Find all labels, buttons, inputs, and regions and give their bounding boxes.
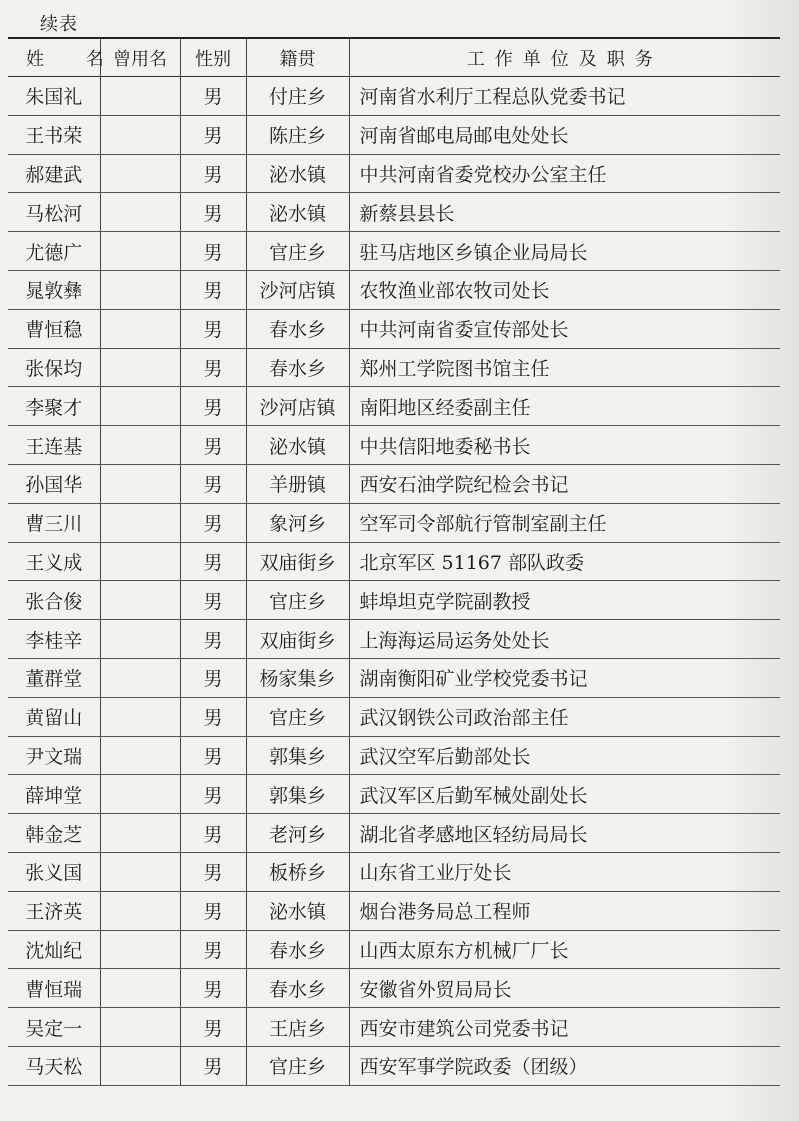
cell-gender: 男 [180, 115, 246, 154]
cell-native-place: 官庄乡 [246, 1046, 349, 1085]
cell-native-place: 沙河店镇 [246, 387, 349, 426]
cell-name: 张合俊 [8, 581, 100, 620]
table-row [8, 348, 780, 387]
cell-former-name [100, 270, 180, 309]
table-row [8, 775, 780, 814]
cell-work: 上海海运局运务处处长 [349, 620, 780, 659]
cell-name: 王书荣 [8, 115, 100, 154]
cell-work: 驻马店地区乡镇企业局局长 [349, 232, 780, 271]
cell-gender: 男 [180, 542, 246, 581]
cell-name: 李桂辛 [8, 620, 100, 659]
table-row [8, 620, 780, 659]
cell-gender: 男 [180, 270, 246, 309]
cell-native-place: 春水乡 [246, 348, 349, 387]
cell-work: 河南省邮电局邮电处处长 [349, 115, 780, 154]
cell-native-place: 泌水镇 [246, 891, 349, 930]
cell-work: 西安石油学院纪检会书记 [349, 464, 780, 503]
table-row [8, 115, 780, 154]
table-row [8, 503, 780, 542]
cell-native-place: 春水乡 [246, 309, 349, 348]
cell-gender: 男 [180, 348, 246, 387]
cell-work: 中共信阳地委秘书长 [349, 426, 780, 465]
table-body [8, 77, 780, 1086]
cell-work: 中共河南省委宣传部处长 [349, 309, 780, 348]
cell-gender: 男 [180, 697, 246, 736]
cell-gender: 男 [180, 658, 246, 697]
cell-work: 安徽省外贸局局长 [349, 969, 780, 1008]
table-row [8, 464, 780, 503]
cell-work: 湖南衡阳矿业学校党委书记 [349, 658, 780, 697]
cell-name: 尤德广 [8, 232, 100, 271]
cell-former-name [100, 775, 180, 814]
cell-name: 曹三川 [8, 503, 100, 542]
table-row [8, 658, 780, 697]
cell-work: 山东省工业厅处长 [349, 852, 780, 891]
table-row [8, 387, 780, 426]
cell-native-place: 陈庄乡 [246, 115, 349, 154]
cell-work: 空军司令部航行管制室副主任 [349, 503, 780, 542]
cell-former-name [100, 464, 180, 503]
cell-name: 郝建武 [8, 154, 100, 193]
cell-gender: 男 [180, 852, 246, 891]
cell-former-name [100, 658, 180, 697]
table-row [8, 814, 780, 853]
cell-native-place: 官庄乡 [246, 232, 349, 271]
cell-name: 尹文瑞 [8, 736, 100, 775]
cell-work: 西安市建筑公司党委书记 [349, 1008, 780, 1047]
cell-native-place: 春水乡 [246, 969, 349, 1008]
cell-name: 张保均 [8, 348, 100, 387]
cell-work: 新蔡县县长 [349, 193, 780, 232]
cell-name: 王连基 [8, 426, 100, 465]
cell-gender: 男 [180, 387, 246, 426]
cell-name: 王义成 [8, 542, 100, 581]
cell-native-place: 官庄乡 [246, 581, 349, 620]
cell-former-name [100, 77, 180, 116]
cell-former-name [100, 387, 180, 426]
cell-work: 武汉空军后勤部处长 [349, 736, 780, 775]
cell-native-place: 双庙街乡 [246, 542, 349, 581]
cell-work: 中共河南省委党校办公室主任 [349, 154, 780, 193]
table-row [8, 77, 780, 116]
table-row [8, 270, 780, 309]
cell-name: 沈灿纪 [8, 930, 100, 969]
roster-table [8, 37, 780, 1086]
cell-work: 南阳地区经委副主任 [349, 387, 780, 426]
cell-native-place: 泌水镇 [246, 154, 349, 193]
cell-native-place: 沙河店镇 [246, 270, 349, 309]
cell-former-name [100, 348, 180, 387]
cell-name: 孙国华 [8, 464, 100, 503]
table-row [8, 1046, 780, 1085]
cell-work: 山西太原东方机械厂厂长 [349, 930, 780, 969]
cell-former-name [100, 1046, 180, 1085]
table-row [8, 232, 780, 271]
cell-gender: 男 [180, 426, 246, 465]
cell-gender: 男 [180, 1046, 246, 1085]
table-row [8, 193, 780, 232]
cell-name: 曹恒瑞 [8, 969, 100, 1008]
cell-gender: 男 [180, 930, 246, 969]
cell-work: 北京军区 51167 部队政委 [349, 542, 780, 581]
cell-native-place: 官庄乡 [246, 697, 349, 736]
table-row [8, 309, 780, 348]
cell-native-place: 付庄乡 [246, 77, 349, 116]
cell-work: 武汉钢铁公司政治部主任 [349, 697, 780, 736]
cell-name: 朱国礼 [8, 77, 100, 116]
cell-work: 蚌埠坦克学院副教授 [349, 581, 780, 620]
cell-name: 吴定一 [8, 1008, 100, 1047]
cell-native-place: 杨家集乡 [246, 658, 349, 697]
cell-former-name [100, 542, 180, 581]
cell-gender: 男 [180, 736, 246, 775]
cell-name: 晁敦彝 [8, 270, 100, 309]
cell-native-place: 王店乡 [246, 1008, 349, 1047]
cell-work: 河南省水利厅工程总队党委书记 [349, 77, 780, 116]
cell-former-name [100, 620, 180, 659]
cell-former-name [100, 232, 180, 271]
cell-gender: 男 [180, 154, 246, 193]
cell-native-place: 双庙街乡 [246, 620, 349, 659]
cell-former-name [100, 930, 180, 969]
header-native-place: 籍贯 [246, 38, 349, 77]
cell-name: 黄留山 [8, 697, 100, 736]
continuation-label: 续表 [40, 14, 78, 35]
table-row [8, 426, 780, 465]
cell-former-name [100, 154, 180, 193]
cell-name: 韩金芝 [8, 814, 100, 853]
cell-name: 董群堂 [8, 658, 100, 697]
cell-native-place: 泌水镇 [246, 426, 349, 465]
cell-name: 曹恒稳 [8, 309, 100, 348]
cell-gender: 男 [180, 581, 246, 620]
cell-name: 薛坤堂 [8, 775, 100, 814]
header-gender: 性别 [180, 38, 246, 77]
cell-former-name [100, 814, 180, 853]
header-name: 姓 名 [8, 38, 100, 77]
cell-name: 李聚才 [8, 387, 100, 426]
cell-native-place: 板桥乡 [246, 852, 349, 891]
cell-former-name [100, 503, 180, 542]
cell-former-name [100, 309, 180, 348]
cell-native-place: 羊册镇 [246, 464, 349, 503]
cell-former-name [100, 581, 180, 620]
cell-native-place: 泌水镇 [246, 193, 349, 232]
cell-work: 西安军事学院政委（团级） [349, 1046, 780, 1085]
cell-work: 湖北省孝感地区轻纺局局长 [349, 814, 780, 853]
cell-gender: 男 [180, 193, 246, 232]
table-row [8, 542, 780, 581]
cell-former-name [100, 852, 180, 891]
table-row [8, 1008, 780, 1047]
cell-gender: 男 [180, 464, 246, 503]
cell-gender: 男 [180, 775, 246, 814]
cell-gender: 男 [180, 77, 246, 116]
cell-gender: 男 [180, 232, 246, 271]
cell-native-place: 春水乡 [246, 930, 349, 969]
cell-work: 农牧渔业部农牧司处长 [349, 270, 780, 309]
cell-gender: 男 [180, 1008, 246, 1047]
table-row [8, 852, 780, 891]
cell-name: 张义国 [8, 852, 100, 891]
cell-former-name [100, 697, 180, 736]
cell-former-name [100, 193, 180, 232]
table-row [8, 969, 780, 1008]
cell-native-place: 象河乡 [246, 503, 349, 542]
cell-former-name [100, 1008, 180, 1047]
cell-work: 郑州工学院图书馆主任 [349, 348, 780, 387]
cell-gender: 男 [180, 814, 246, 853]
table-row [8, 736, 780, 775]
cell-former-name [100, 736, 180, 775]
cell-gender: 男 [180, 969, 246, 1008]
cell-name: 王济英 [8, 891, 100, 930]
table-row [8, 697, 780, 736]
table-header-row [8, 38, 780, 77]
cell-gender: 男 [180, 309, 246, 348]
cell-former-name [100, 891, 180, 930]
table-row [8, 930, 780, 969]
cell-work: 烟台港务局总工程师 [349, 891, 780, 930]
cell-name: 马松河 [8, 193, 100, 232]
cell-work: 武汉军区后勤军械处副处长 [349, 775, 780, 814]
cell-gender: 男 [180, 891, 246, 930]
cell-native-place: 老河乡 [246, 814, 349, 853]
cell-gender: 男 [180, 503, 246, 542]
cell-native-place: 郭集乡 [246, 775, 349, 814]
cell-former-name [100, 969, 180, 1008]
cell-name: 马天松 [8, 1046, 100, 1085]
header-former-name: 曾用名 [100, 38, 180, 77]
cell-native-place: 郭集乡 [246, 736, 349, 775]
cell-former-name [100, 115, 180, 154]
table-row [8, 581, 780, 620]
cell-former-name [100, 426, 180, 465]
table-row [8, 891, 780, 930]
header-work: 工作单位及职务 [349, 38, 780, 77]
cell-gender: 男 [180, 620, 246, 659]
table-row [8, 154, 780, 193]
